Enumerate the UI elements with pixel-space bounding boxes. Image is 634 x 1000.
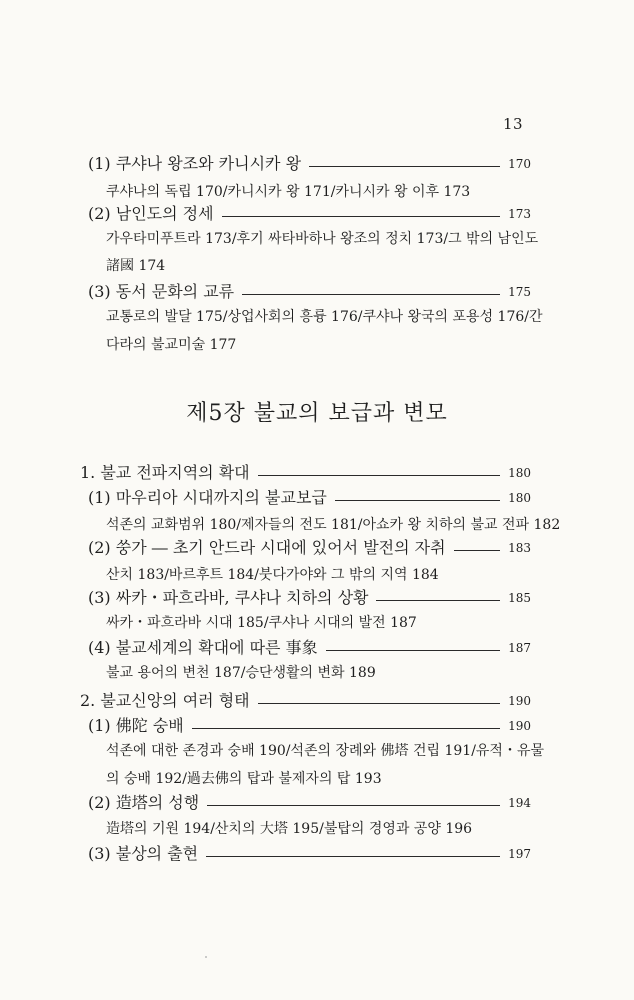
toc-entry[interactable] — [88, 278, 531, 302]
leader-line — [309, 166, 500, 167]
leader-line — [192, 728, 500, 729]
toc-subentry: 산치 183/바르후트 184/붓다가야와 그 밖의 지역 184 — [106, 567, 439, 583]
toc-entry-page: 185 — [508, 591, 531, 605]
toc-section[interactable] — [80, 687, 531, 711]
toc-subentry: 쿠샤나의 독립 170/카니시카 왕 171/카니시카 왕 이후 173 — [106, 184, 471, 200]
toc-entry[interactable] — [88, 484, 531, 508]
toc-entry-label: (1) 쿠샤나 왕조와 카니시카 왕 — [88, 154, 302, 173]
leader-line — [242, 294, 500, 295]
toc-entry[interactable] — [88, 789, 531, 813]
toc-subentry: 교통로의 발달 175/상업사회의 흥륭 176/쿠샤나 왕국의 포용성 176/간 — [106, 309, 543, 325]
leader-line — [454, 550, 501, 551]
page-number: 13 — [503, 115, 524, 133]
toc-subentry: 가우타미푸트라 173/후기 싸타바하나 왕조의 정치 173/그 밖의 남인도 — [106, 231, 539, 247]
toc-entry-page: 180 — [508, 491, 531, 505]
leader-line — [335, 500, 500, 501]
toc-section-label: 2. 불교신앙의 여러 형태 — [80, 691, 250, 710]
chapter-title: 제5장 불교의 보급과 변모 — [186, 401, 448, 426]
toc-entry-label: (2) 남인도의 정세 — [88, 204, 214, 223]
toc-section-page: 180 — [508, 466, 531, 480]
toc-entry-page: 187 — [508, 641, 531, 655]
toc-entry-label: (3) 불상의 출현 — [88, 844, 199, 863]
toc-subentry: 석존에 대한 존경과 숭배 190/석존의 장례와 佛塔 건립 191/유적・유물 — [106, 743, 545, 759]
leader-line — [258, 703, 500, 704]
toc-entry-page: 175 — [508, 285, 531, 299]
toc-subentry: 싸카・파흐라바 시대 185/쿠샤나 시대의 발전 187 — [106, 615, 417, 631]
toc-entry[interactable] — [88, 534, 531, 558]
leader-line — [258, 475, 500, 476]
toc-entry[interactable] — [88, 712, 531, 736]
toc-entry-label: (2) 쑹가 ― 초기 안드라 시대에 있어서 발전의 자취 — [88, 538, 446, 557]
toc-entry-label: (1) 마우리아 시대까지의 불교보급 — [88, 488, 327, 507]
toc-entry[interactable] — [88, 150, 531, 174]
toc-section[interactable] — [80, 459, 531, 483]
toc-entry-page: 194 — [508, 796, 531, 810]
toc-entry-label: (4) 불교세계의 확대에 따른 事象 — [88, 638, 318, 657]
toc-entry[interactable] — [88, 634, 531, 658]
toc-entry-page: 190 — [508, 719, 531, 733]
toc-entry[interactable] — [88, 584, 531, 608]
toc-entry-label: (3) 싸카・파흐라바, 쿠샤나 치하의 상황 — [88, 588, 369, 607]
toc-entry-label: (1) 佛陀 숭배 — [88, 716, 184, 735]
leader-line — [326, 650, 501, 651]
leader-line — [222, 216, 501, 217]
toc-subentry: 다라의 불교미술 177 — [106, 337, 237, 353]
print-speck — [205, 956, 207, 958]
leader-line — [206, 856, 500, 857]
toc-entry-page: 197 — [508, 847, 531, 861]
toc-subentry: 의 숭배 192/過去佛의 탑과 불제자의 탑 193 — [106, 771, 382, 787]
toc-entry[interactable] — [88, 840, 531, 864]
toc-entry-page: 170 — [508, 157, 531, 171]
toc-entry-page: 183 — [508, 541, 531, 555]
toc-entry-page: 173 — [508, 207, 531, 221]
toc-entry[interactable] — [88, 200, 531, 224]
leader-line — [376, 600, 500, 601]
toc-entry-label: (3) 동서 문화의 교류 — [88, 282, 235, 301]
toc-subentry: 諸國 174 — [106, 258, 166, 274]
toc-section-label: 1. 불교 전파지역의 확대 — [80, 463, 250, 482]
toc-subentry: 造塔의 기원 194/산치의 大塔 195/불탑의 경영과 공양 196 — [106, 821, 473, 837]
toc-section-page: 190 — [508, 694, 531, 708]
toc-subentry: 석존의 교화범위 180/제자들의 전도 181/아쇼카 왕 치하의 불교 전파 182 — [106, 517, 561, 533]
leader-line — [207, 805, 500, 806]
toc-subentry: 불교 용어의 변천 187/승단생활의 변화 189 — [106, 665, 376, 681]
toc-entry-label: (2) 造塔의 성행 — [88, 793, 200, 812]
